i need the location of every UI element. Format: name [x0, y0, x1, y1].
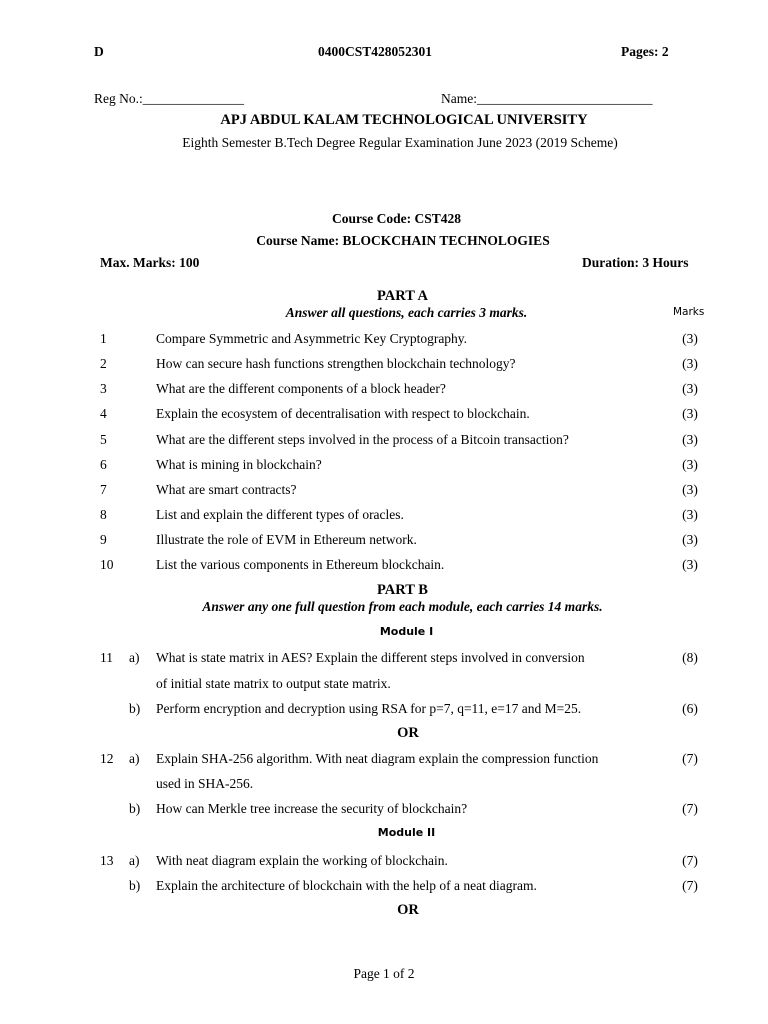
question-row	[0, 406, 768, 428]
question-number: 9	[100, 532, 107, 547]
part-b-title: PART B	[377, 582, 428, 598]
question-number: 4	[100, 406, 107, 421]
question-row	[0, 853, 768, 875]
question-text: Compare Symmetric and Asymmetric Key Cryptography.	[156, 331, 468, 346]
sub-question-label: a)	[129, 751, 140, 766]
marks-column-label: Marks	[673, 306, 705, 318]
question-text: How can Merkle tree increase the security of blockchain?	[156, 801, 468, 816]
module-heading: Module I	[379, 625, 434, 638]
sub-question-label: b)	[129, 701, 141, 716]
question-marks: (3)	[682, 507, 698, 522]
question-number: 3	[100, 381, 107, 396]
question-text: List and explain the different types of oracles.	[156, 507, 404, 522]
paper-id: 0400CST428052301	[318, 44, 433, 59]
question-row	[0, 482, 768, 504]
question-number: 13	[100, 853, 114, 868]
question-row	[0, 532, 768, 554]
sub-question-label: a)	[129, 853, 140, 868]
question-row	[0, 701, 768, 723]
sub-question-label: b)	[129, 801, 141, 816]
name-field: Name:__________________________	[441, 91, 653, 106]
question-row	[0, 878, 768, 900]
question-text: of initial state matrix to output state matrix.	[156, 676, 391, 691]
question-marks: (3)	[682, 432, 698, 447]
question-text: What are the different components of a block header?	[156, 381, 446, 396]
question-text: With neat diagram explain the working of blockchain.	[156, 853, 448, 868]
question-text: Perform encryption and decryption using RSA for p=7, q=11, e=17 and M=25.	[156, 701, 582, 716]
question-number: 6	[100, 457, 107, 472]
set-code: D	[94, 44, 104, 59]
part-b-instruction: Answer any one full question from each module, each carries 14 marks.	[202, 599, 603, 614]
question-number: 1	[100, 331, 107, 346]
question-text: Explain SHA-256 algorithm. With neat diagram explain the compression function	[156, 751, 599, 766]
reg-no-field: Reg No.:_______________	[94, 91, 244, 106]
question-number: 7	[100, 482, 107, 497]
question-marks: (7)	[682, 878, 698, 893]
question-row	[0, 507, 768, 529]
question-row	[0, 557, 768, 579]
question-row	[0, 751, 768, 773]
question-row	[0, 331, 768, 353]
or-separator: OR	[397, 725, 419, 741]
question-text: What is mining in blockchain?	[156, 457, 322, 472]
page-count: Pages: 2	[621, 44, 669, 59]
question-marks: (6)	[682, 701, 698, 716]
question-number: 11	[100, 650, 113, 665]
question-row	[0, 776, 768, 798]
question-number: 5	[100, 432, 107, 447]
question-text: What is state matrix in AES? Explain the different steps involved in conversion	[156, 650, 585, 665]
question-text: Explain the architecture of blockchain with the help of a neat diagram.	[156, 878, 537, 893]
question-marks: (3)	[682, 457, 698, 472]
question-row	[0, 650, 768, 672]
question-marks: (8)	[682, 650, 698, 665]
question-marks: (3)	[682, 557, 698, 572]
module-heading: Module II	[377, 826, 436, 839]
question-number: 8	[100, 507, 107, 522]
question-marks: (3)	[682, 532, 698, 547]
or-separator: OR	[397, 902, 419, 918]
question-row	[0, 801, 768, 823]
question-text: List the various components in Ethereum blockchain.	[156, 557, 445, 572]
sub-question-label: a)	[129, 650, 140, 665]
question-marks: (7)	[682, 751, 698, 766]
question-number: 2	[100, 356, 107, 371]
sub-question-label: b)	[129, 878, 141, 893]
question-text: Illustrate the role of EVM in Ethereum network.	[156, 532, 417, 547]
course-code: Course Code: CST428	[331, 211, 461, 226]
question-text: What are smart contracts?	[156, 482, 297, 497]
university-name: APJ ABDUL KALAM TECHNOLOGICAL UNIVERSITY	[220, 112, 588, 128]
page-footer: Page 1 of 2	[353, 966, 415, 981]
exam-title: Eighth Semester B.Tech Degree Regular Examination June 2023 (2019 Scheme)	[182, 135, 618, 150]
question-row	[0, 432, 768, 454]
question-marks: (3)	[682, 482, 698, 497]
question-row	[0, 676, 768, 698]
question-text: Explain the ecosystem of decentralisation with respect to blockchain.	[156, 406, 530, 421]
part-a-title: PART A	[377, 288, 428, 304]
question-text: How can secure hash functions strengthen blockchain technology?	[156, 356, 516, 371]
duration: Duration: 3 Hours	[582, 255, 689, 270]
question-marks: (7)	[682, 853, 698, 868]
question-number: 10	[100, 557, 114, 572]
question-text: What are the different steps involved in the process of a Bitcoin transaction?	[156, 432, 569, 447]
question-marks: (3)	[682, 406, 698, 421]
question-row	[0, 356, 768, 378]
question-marks: (3)	[682, 381, 698, 396]
question-marks: (3)	[682, 331, 698, 346]
question-marks: (7)	[682, 801, 698, 816]
question-number: 12	[100, 751, 114, 766]
max-marks: Max. Marks: 100	[100, 255, 200, 270]
question-marks: (3)	[682, 356, 698, 371]
question-text: used in SHA-256.	[156, 776, 254, 791]
part-a-instruction: Answer all questions, each carries 3 marks.	[285, 305, 528, 320]
question-row	[0, 457, 768, 479]
course-name: Course Name: BLOCKCHAIN TECHNOLOGIES	[256, 233, 550, 248]
question-row	[0, 381, 768, 403]
